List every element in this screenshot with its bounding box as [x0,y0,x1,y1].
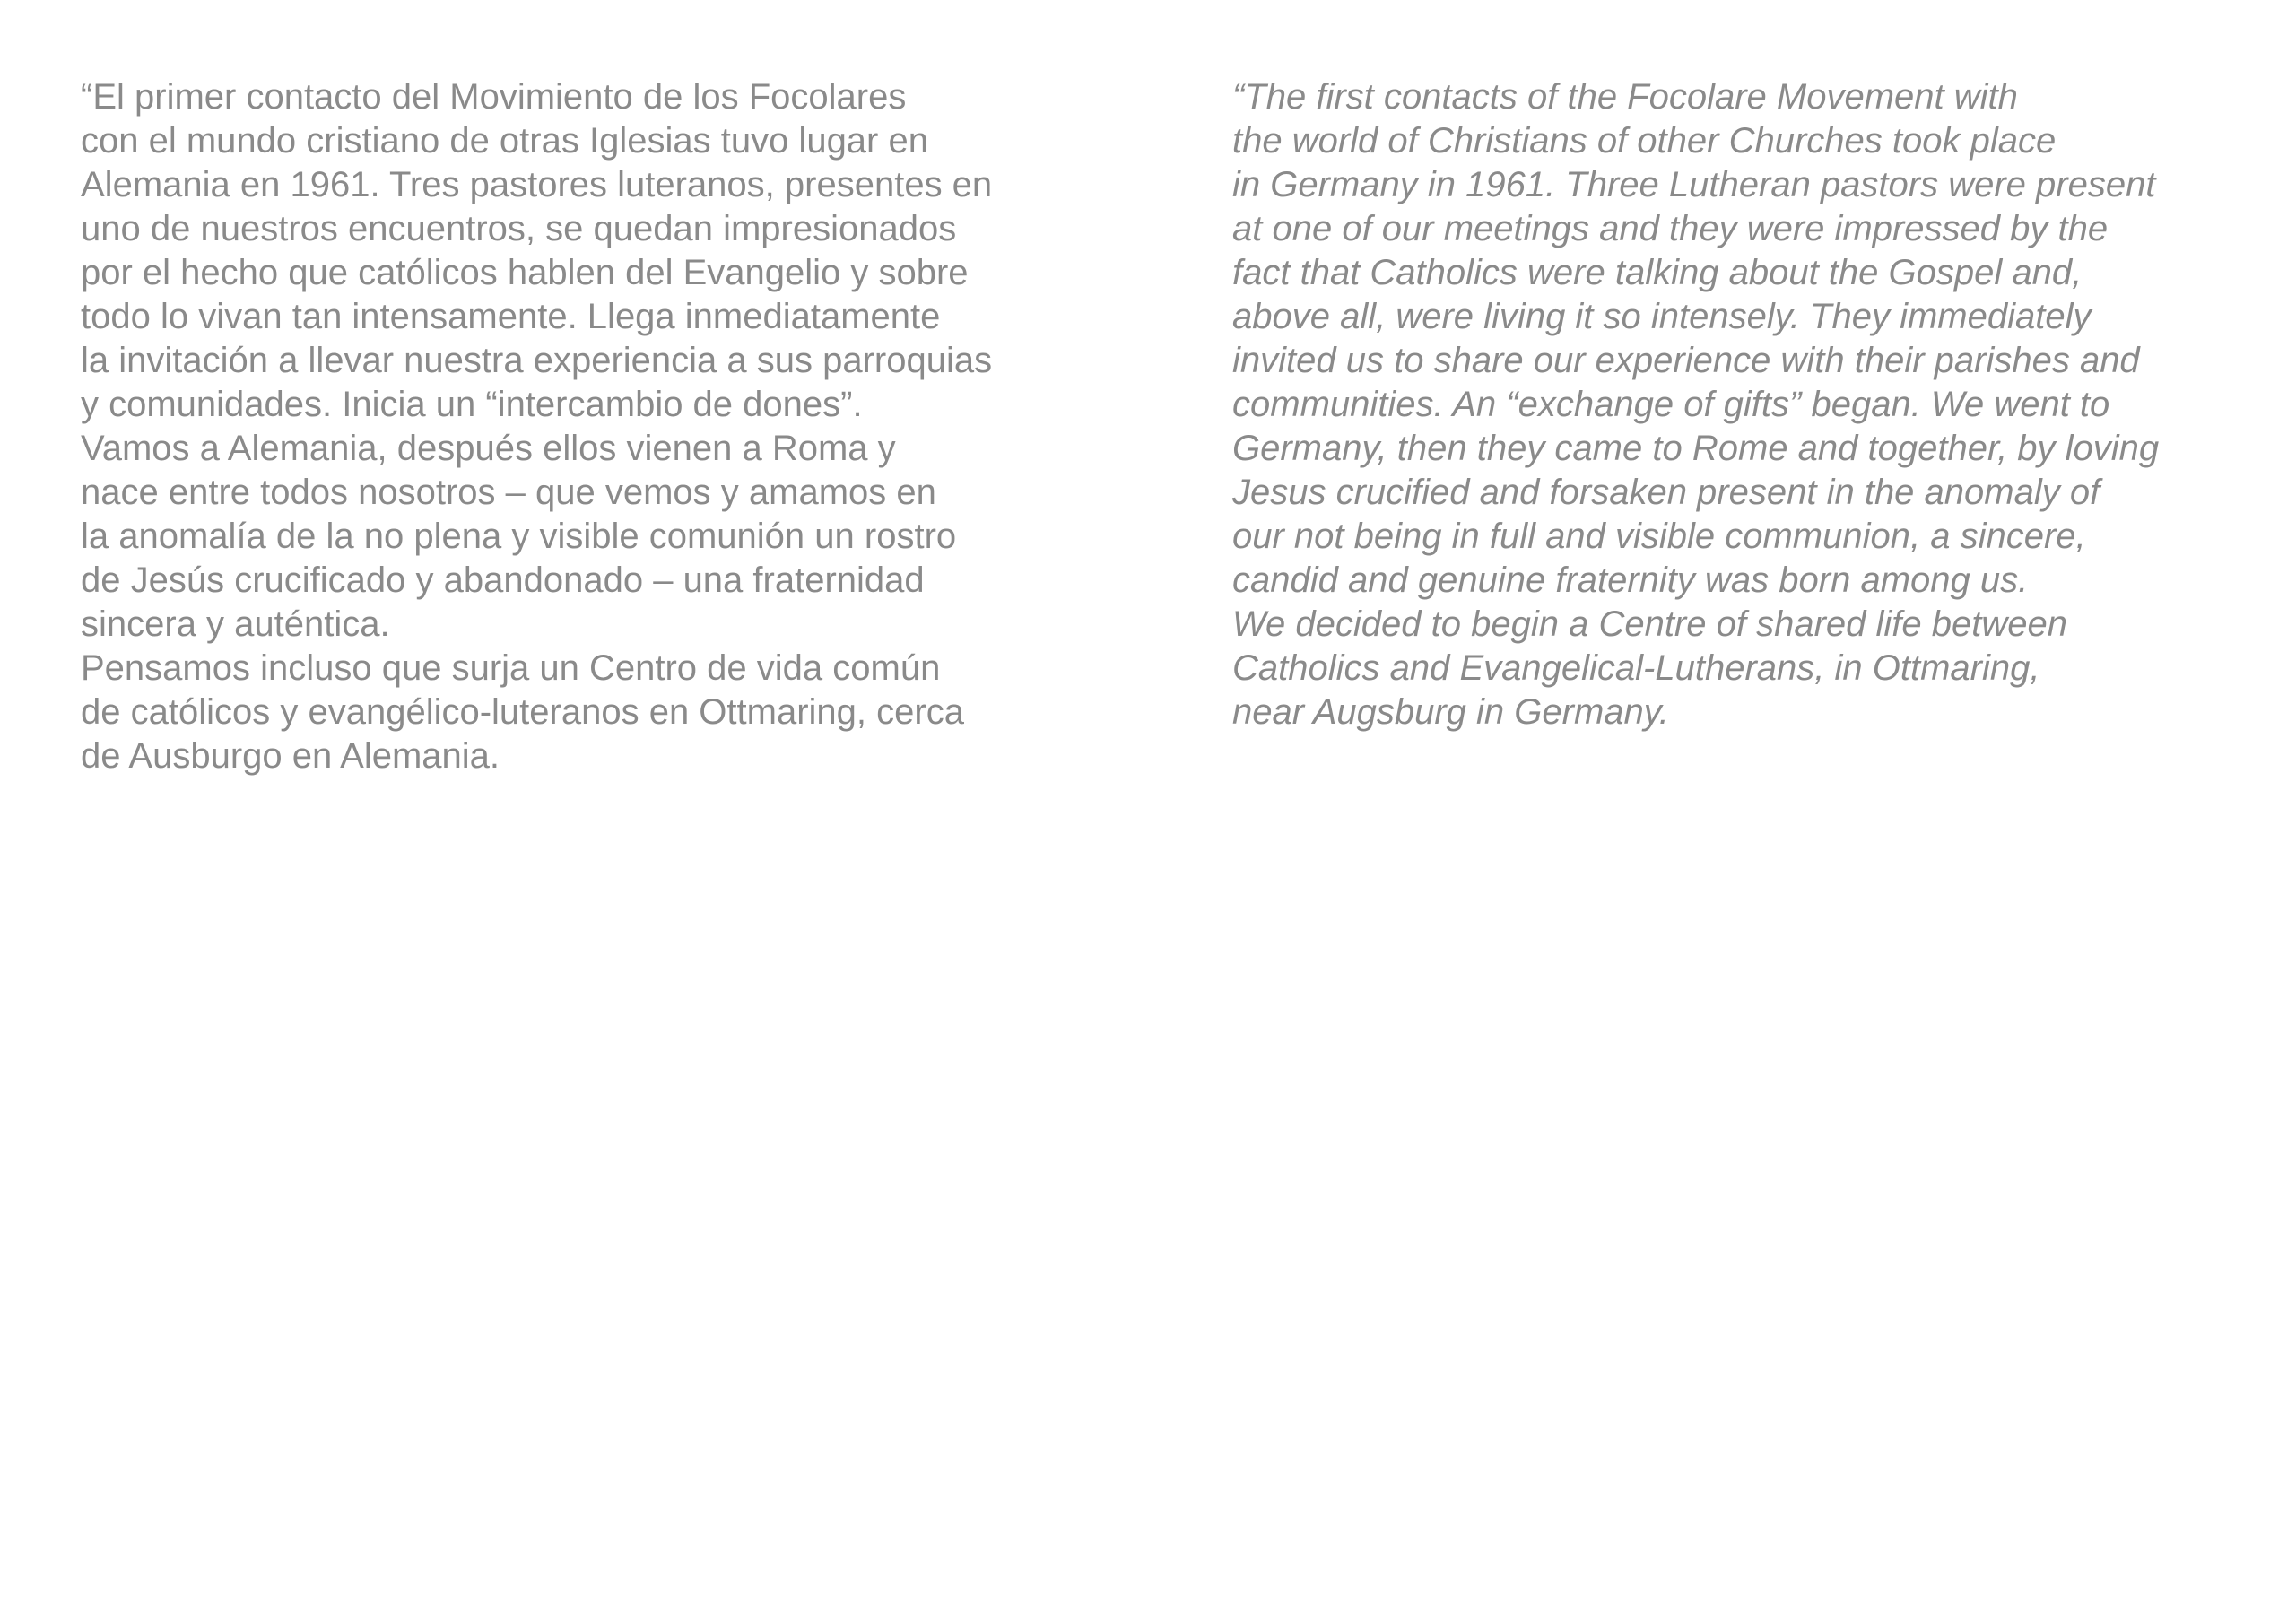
text-line: Pensamos incluso que surja un Centro de vida común [81,648,941,688]
text-line: todo lo vivan tan intensamente. Llega inmediatamente [81,297,941,336]
text-line: We decided to begin a Centre of shared life between [1232,604,2067,644]
text-line: invited us to share our experience with their parishes and [1232,341,2140,380]
text-line: in Germany in 1961. Three Lutheran pastors were present [1232,165,2156,204]
text-line: our not being in full and visible communion, a sincere, [1232,517,2086,556]
text-line: sincera y auténtica. [81,604,390,644]
text-line: candid and genuine fraternity was born among us. [1232,560,2029,600]
text-line: Alemania en 1961. Tres pastores luteranos, presentes en [81,165,993,204]
text-line: at one of our meetings and they were impressed by the [1232,209,2109,248]
text-line: “El primer contacto del Movimiento de los Focolares [81,77,907,117]
text-line: la anomalía de la no plena y visible comunión un rostro [81,517,957,556]
text-line: above all, were living it so intensely. They immediately [1232,297,2092,336]
text-line: nace entre todos nosotros – que vemos y amamos en [81,473,936,512]
english-text-column [1232,75,2291,734]
text-line: de Jesús crucificado y abandonado – una fraternidad [81,560,925,600]
text-line: Catholics and Evangelical-Lutherans, in Ottmaring, [1232,648,2040,688]
text-line: y comunidades. Inicia un “intercambio de dones”. [81,385,863,424]
text-line: communities. An “exchange of gifts” began. We went to [1232,385,2110,424]
spanish-text-column [81,75,1112,778]
text-line: Germany, then they came to Rome and together, by loving [1232,429,2160,468]
text-line: uno de nuestros encuentros, se quedan impresionados [81,209,957,248]
text-line: the world of Christians of other Churches took place [1232,121,2057,161]
text-line: near Augsburg in Germany. [1232,692,1669,732]
text-line: con el mundo cristiano de otras Iglesias tuvo lugar en [81,121,928,161]
text-line: de Ausburgo en Alemania. [81,736,500,776]
text-line: Jesus crucified and forsaken present in the anomaly of [1232,473,2100,512]
text-line: “The first contacts of the Focolare Movement with [1232,77,2018,117]
text-line: por el hecho que católicos hablen del Evangelio y sobre [81,253,969,292]
text-line: Vamos a Alemania, después ellos vienen a Roma y [81,429,896,468]
text-line: fact that Catholics were talking about the Gospel and, [1232,253,2083,292]
text-line: la invitación a llevar nuestra experiencia a sus parroquias [81,341,993,380]
text-line: de católicos y evangélico-luteranos en Ottmaring, cerca [81,692,964,732]
